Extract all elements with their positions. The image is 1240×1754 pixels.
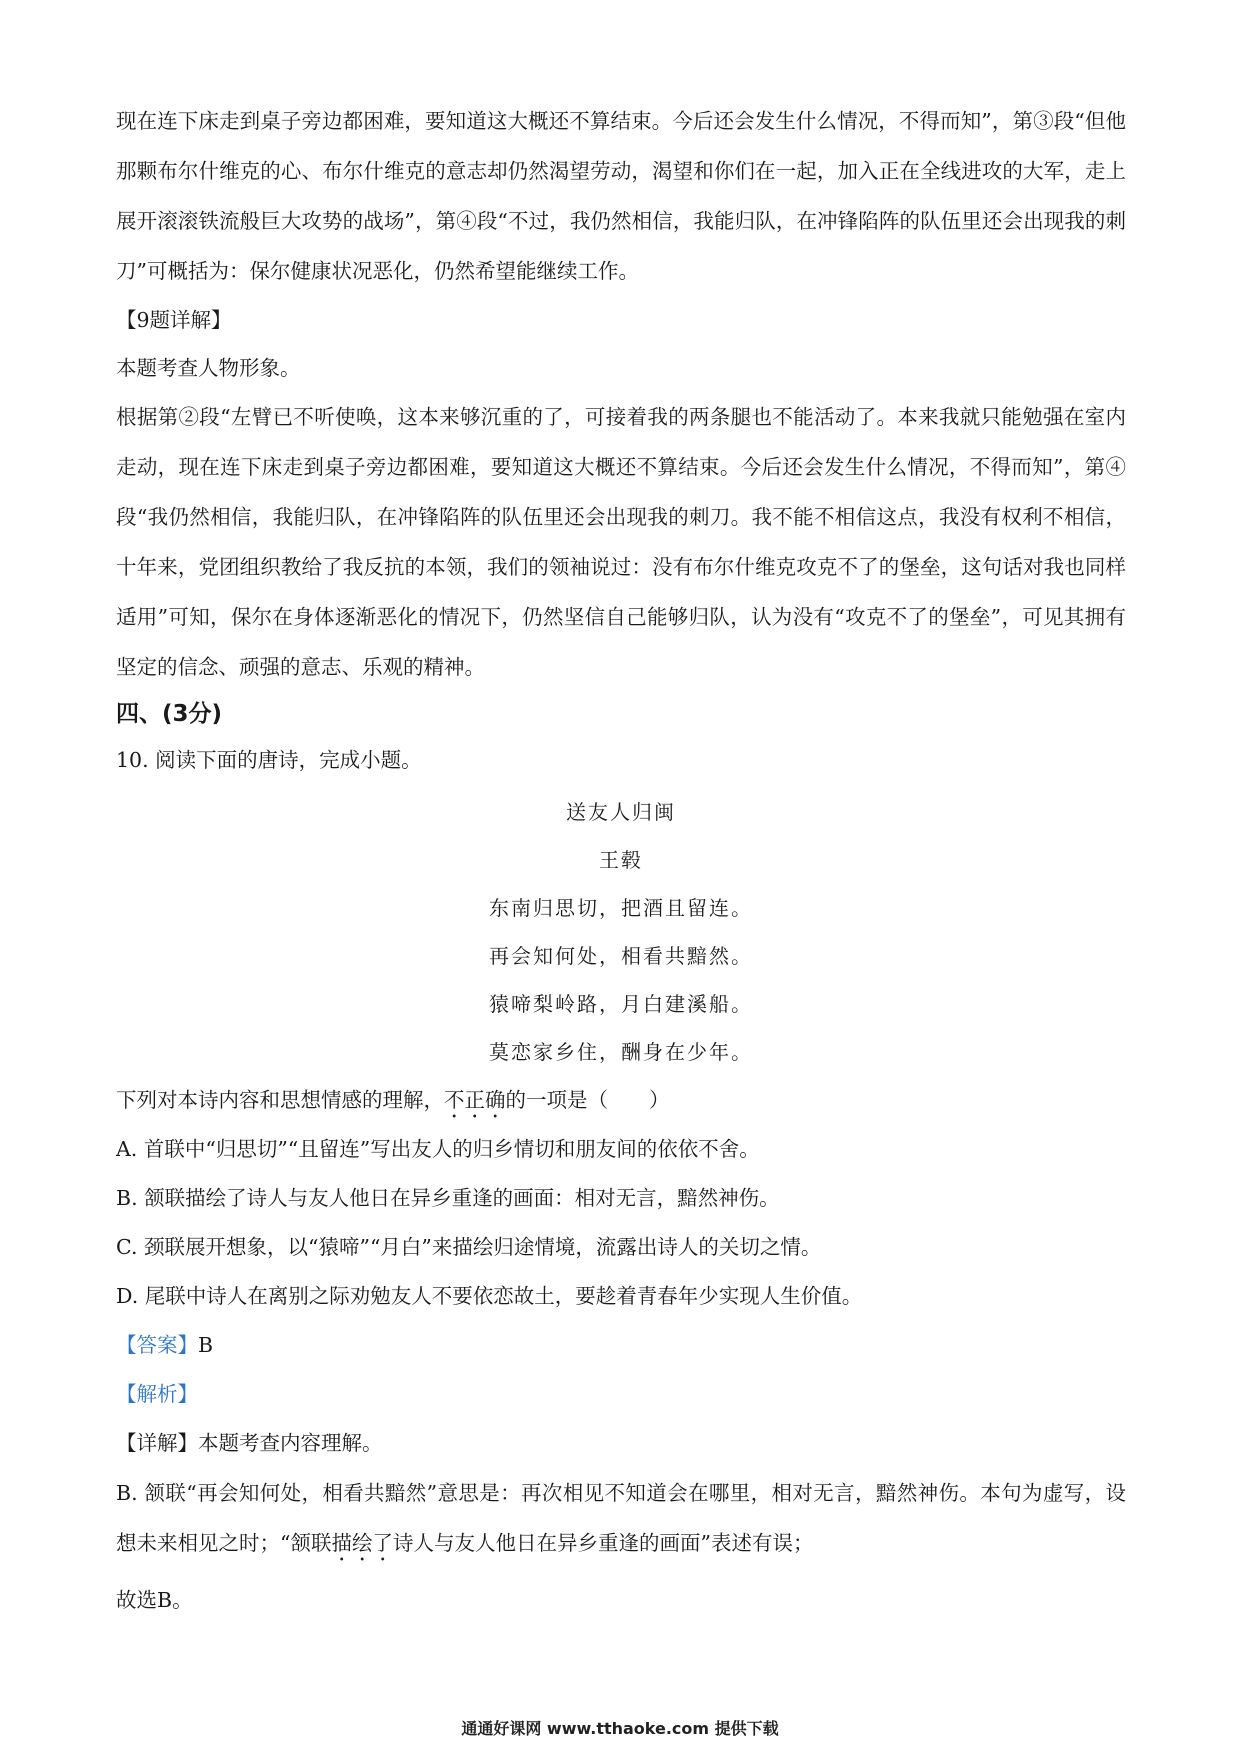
poem-author: 王毂 bbox=[599, 848, 643, 872]
footer-source: 通通好课网 www.tthaoke.com 提供下载 bbox=[461, 1719, 779, 1738]
analysis-label: 【解析】 bbox=[116, 1382, 198, 1406]
option-b: B. 颔联描绘了诗人与友人他日在异乡重逢的画面：相对无言，黯然神伤。 bbox=[116, 1186, 780, 1210]
q9-analysis: 根据第②段“左臂已不听使唤，这本来够沉重的了，可接着我的两条腿也不能活动了。本来我就只能勉强在室内走动，现在连下床走到桌子旁边都困难，要知道这大概还不算结束。今后还会发生什么情况，不得而知”，第④段“我仍然相信，我能归队，在冲锋陷阵的队伍里还会出现我的刺刀。我不能不相信这点，我没有权利不相信，十年来，党团组织教给了我反抗的本领，我们的领袖说过：没有布尔什维克攻克不了的堡垒，这句话对我也同样适用”可知，保尔在身体逐渐恶化的情况下，仍然坚信自己能够归队，认为没有“攻克不了的堡垒”，可见其拥有坚定的信念、顽强的意志、乐观的精神。 bbox=[116, 405, 1126, 679]
section-heading: 四、(3分) bbox=[116, 701, 223, 727]
poem-title: 送友人归闽 bbox=[566, 800, 676, 824]
conclusion: 故选B。 bbox=[116, 1588, 193, 1612]
q9-header: 【9题详解】 bbox=[116, 308, 232, 332]
question-stem: 下列对本诗内容和思想情感的理解，不正确的一项是（ ） bbox=[116, 1088, 670, 1112]
poem bbox=[116, 788, 1126, 1076]
answer-line bbox=[116, 1321, 1126, 1370]
poem-line: 猿啼梨岭路，月白建溪船。 bbox=[489, 992, 753, 1016]
q9-intro: 本题考查人物形象。 bbox=[116, 356, 301, 380]
option-a: A. 首联中“归思切”“且留连”写出友人的归乡情切和朋友间的依依不舍。 bbox=[116, 1137, 760, 1161]
detail-line: 【详解】本题考查内容理解。 bbox=[116, 1431, 383, 1455]
q10-stem: 10. 阅读下面的唐诗，完成小题。 bbox=[116, 748, 422, 772]
emphasis-text: 不正确 bbox=[444, 1088, 506, 1112]
paragraph-continued: 现在连下床走到桌子旁边都困难，要知道这大概还不算结束。今后还会发生什么情况，不得而知”，第③段“但他那颗布尔什维克的心、布尔什维克的意志却仍然渴望劳动，渴望和你们在一起，加入正在全线进攻的大军，走上展开滚滚铁流般巨大攻势的战场”，第④段“不过，我仍然相信，我能归队，在冲锋陷阵的队伍里还会出现我的刺刀”可概括为：保尔健康状况恶化，仍然希望能继续工作。 bbox=[116, 109, 1126, 283]
answer-label: 【答案】 bbox=[116, 1333, 198, 1357]
option-c: C. 颈联展开想象，以“猿啼”“月白”来描绘归途情境，流露出诗人的关切之情。 bbox=[116, 1235, 822, 1259]
answer-value: B bbox=[198, 1333, 214, 1357]
poem-line: 莫恋家乡住，酬身在少年。 bbox=[489, 1040, 753, 1064]
poem-line: 再会知何处，相看共黯然。 bbox=[489, 944, 753, 968]
option-d: D. 尾联中诗人在离别之际劝勉友人不要依恋故土，要趁着青春年少实现人生价值。 bbox=[116, 1284, 863, 1308]
document-body bbox=[116, 96, 1126, 1625]
poem-line: 东南归思切，把酒且留连。 bbox=[489, 896, 753, 920]
explanation: B. 颔联“再会知何处，相看共黯然”意思是：再次相见不知道会在哪里，相对无言，黯然神伤。本句为虚写，设想未来相见之时；“颔联描绘了诗人与友人他日在异乡重逢的画面”表述有误； bbox=[116, 1481, 1126, 1555]
emphasis-text: 描绘了 bbox=[331, 1531, 393, 1555]
